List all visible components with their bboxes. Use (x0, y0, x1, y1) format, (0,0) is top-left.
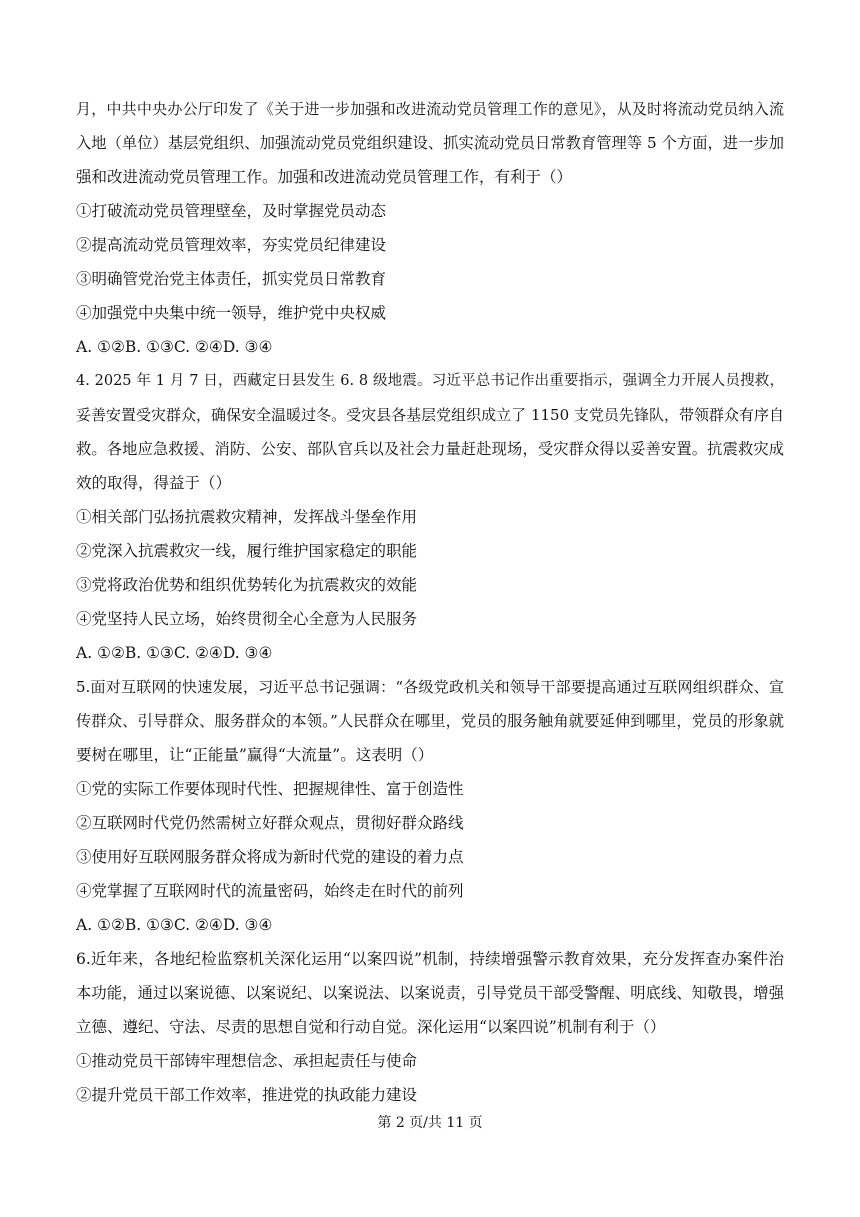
text-line: A. ①②B. ①③C. ②④D. ③④ (76, 338, 273, 356)
text-line: A. ①②B. ①③C. ②④D. ③④ (76, 644, 273, 662)
page-footer: 第 2 页/共 11 页 (377, 1115, 483, 1131)
text-line: 要树在哪里，让“正能量”赢得“大流量”。这表明（） (76, 746, 434, 764)
text-line: ①党的实际工作要体现时代性、把握规律性、富于创造性 (76, 780, 464, 798)
text-line: 6.近年来，各地纪检监察机关深化运用“以案四说”机制，持续增强警示教育效果，充分发挥查办案件治 (76, 950, 784, 968)
text-line: 强和改进流动党员管理工作。加强和改进流动党员管理工作，有利于（） (76, 168, 573, 186)
text-line: ①推动党员干部铸牢理想信念、承担起责任与使命 (76, 1052, 418, 1070)
text-line: 传群众、引导群众、服务群众的本领。”人民群众在哪里，党员的服务触角就要延伸到哪里，党员的形象就 (76, 712, 784, 730)
text-line: A. ①②B. ①③C. ②④D. ③④ (76, 916, 273, 934)
text-line: ①打破流动党员管理壁垒，及时掌握党员动态 (76, 202, 387, 220)
text-line: 立德、遵纪、守法、尽责的思想自觉和行动自觉。深化运用“以案四说”机制有利于（） (76, 1018, 666, 1036)
text-line: 效的取得，得益于（） (76, 474, 232, 492)
text-line: ④党掌握了互联网时代的流量密码，始终走在时代的前列 (76, 882, 464, 900)
text-line: ②提高流动党员管理效率，夯实党员纪律建设 (76, 236, 387, 254)
text-line: 月，中共中央办公厅印发了《关于进一步加强和改进流动党员管理工作的意见》，从及时将流动党员纳入流 (76, 100, 784, 118)
text-line: ④党坚持人民立场，始终贯彻全心全意为人民服务 (76, 610, 418, 628)
text-line: 5.面对互联网的快速发展，习近平总书记强调：“各级党政机关和领导干部要提高通过互联网组织群众、宣 (76, 678, 784, 696)
text-line: 4. 2025 年 1 月 7 日，西藏定日县发生 6. 8 级地震。习近平总书记作出重要指示，强调全力开展人员搜救， (76, 373, 784, 389)
text-line: 妥善安置受灾群众，确保安全温暖过冬。受灾县各基层党组织成立了 1150 支党员先锋队，带领群众有序自 (76, 406, 784, 424)
text-line: ①相关部门弘扬抗震救灾精神，发挥战斗堡垒作用 (76, 508, 418, 526)
exam-content (76, 92, 784, 1112)
text-line: ②互联网时代党仍然需树立好群众观点，贯彻好群众路线 (76, 814, 464, 832)
text-line: ②提升党员干部工作效率，推进党的执政能力建设 (76, 1086, 418, 1104)
text-line: ②党深入抗震救灾一线，履行维护国家稳定的职能 (76, 542, 418, 560)
text-line: ③明确管党治党主体责任，抓实党员日常教育 (76, 270, 387, 288)
text-line: ④加强党中央集中统一领导，维护党中央权威 (76, 304, 387, 322)
text-line: 本功能，通过以案说德、以案说纪、以案说法、以案说责，引导党员干部受警醒、明底线、知敬畏，增强 (76, 984, 784, 1002)
text-line: 救。各地应急救援、消防、公安、部队官兵以及社会力量赶赴现场，受灾群众得以妥善安置。抗震救灾成 (76, 440, 784, 458)
text-line: 入地（单位）基层党组织、加强流动党员党组织建设、抓实流动党员日常教育管理等 5 个方面，进一步加 (76, 134, 784, 152)
text-line: ③党将政治优势和组织优势转化为抗震救灾的效能 (76, 576, 418, 594)
text-line: ③使用好互联网服务群众将成为新时代党的建设的着力点 (76, 848, 464, 866)
